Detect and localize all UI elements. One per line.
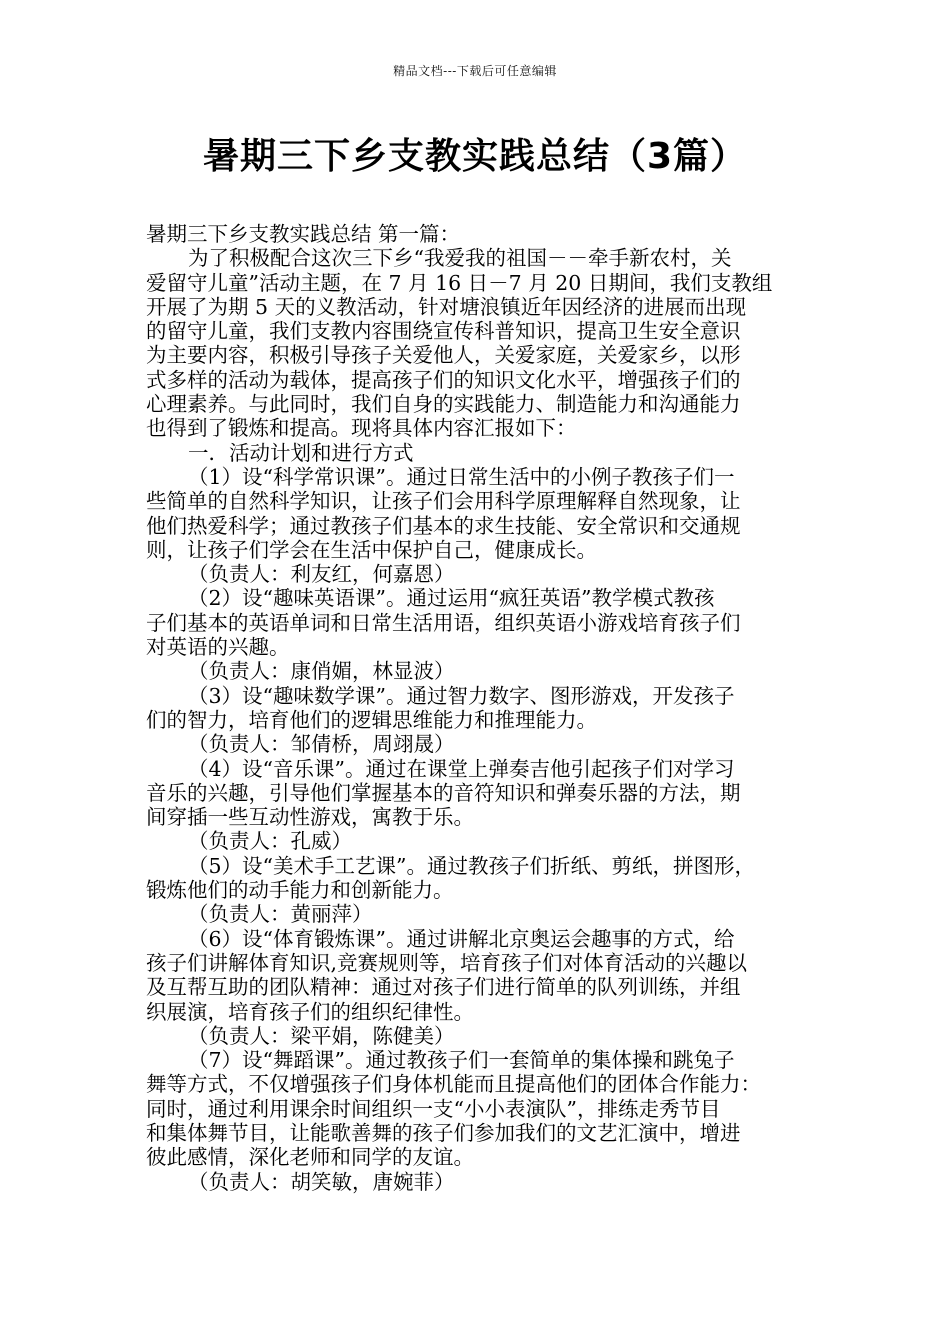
text-line: （5）设“美术手工艺课”。通过教孩子们折纸、剪纸，拼图形， xyxy=(188,853,756,878)
text-line: （负责人：孔威） xyxy=(188,829,352,854)
text-line: 彼此感情，深化老师和同学的友谊。 xyxy=(146,1145,474,1170)
document-body xyxy=(146,222,810,1194)
text-line: 他们热爱科学；通过教孩子们基本的求生技能、安全常识和交通规 xyxy=(146,513,741,538)
text-line: 舞等方式，不仅增强孩子们身体机能而且提高他们的团体合作能力： xyxy=(146,1072,761,1097)
text-line: （7）设“舞蹈课”。通过教孩子们一套简单的集体操和跳兔子 xyxy=(188,1048,735,1073)
text-line: （4）设“音乐课”。通过在课堂上弹奏吉他引起孩子们对学习 xyxy=(188,756,735,781)
text-line: （负责人：梁平娟，陈健美） xyxy=(188,1023,455,1048)
text-line: 一．活动计划和进行方式 xyxy=(188,440,414,465)
text-line: 暑期三下乡支教实践总结 第一篇： xyxy=(146,222,461,246)
text-line: 则，让孩子们学会在生活中保护自己，健康成长。 xyxy=(146,537,597,562)
text-line: 织展演，培育孩子们的组织纪律性。 xyxy=(146,999,474,1024)
text-line: 锻炼他们的动手能力和创新能力。 xyxy=(146,878,454,903)
text-line: 为了积极配合这次三下乡“我爱我的祖国－－牵手新农村，关 xyxy=(188,246,732,271)
page-header: 精品文档---下载后可任意编辑 xyxy=(393,64,557,78)
text-line: （负责人：利友红，何嘉恩） xyxy=(188,562,455,587)
text-line: （2）设“趣味英语课”。通过运用“疯狂英语”教学模式教孩 xyxy=(188,586,715,611)
document-title: 暑期三下乡支教实践总结（3篇） xyxy=(202,136,748,177)
text-line: 的留守儿童，我们支教内容围绕宣传科普知识，提高卫生安全意识 xyxy=(146,319,741,344)
text-line: 也得到了锻炼和提高。现将具体内容汇报如下： xyxy=(146,416,577,441)
text-line: 及互帮互助的团队精神：通过对孩子们进行简单的队列训练，并组 xyxy=(146,975,741,1000)
text-line: 音乐的兴趣，引导他们掌握基本的音符知识和弹奏乐器的方法，期 xyxy=(146,780,741,805)
text-line: 为主要内容，积极引导孩子关爱他人，关爱家庭，关爱家乡，以形 xyxy=(146,343,741,368)
text-line: 和集体舞节目，让能歌善舞的孩子们参加我们的文艺汇演中，增进 xyxy=(146,1120,741,1145)
text-line: （负责人：黄丽萍） xyxy=(188,902,373,927)
text-line: 子们基本的英语单词和日常生活用语，组织英语小游戏培育孩子们 xyxy=(146,610,741,635)
text-line: 心理素养。与此同时，我们自身的实践能力、制造能力和沟通能力 xyxy=(146,392,741,417)
text-line: 爱留守儿童”活动主题，在 7 月 16 日－7 月 20 日期间，我们支教组 xyxy=(146,270,773,295)
text-line: 些简单的自然科学知识，让孩子们会用科学原理解释自然现象，让 xyxy=(146,489,741,514)
text-line: 们的智力，培育他们的逻辑思维能力和推理能力。 xyxy=(146,707,597,732)
text-line: 间穿插一些互动性游戏，寓教于乐。 xyxy=(146,805,474,830)
text-line: 对英语的兴趣。 xyxy=(146,635,290,660)
text-line: 式多样的活动为载体，提高孩子们的知识文化水平，增强孩子们的 xyxy=(146,367,741,392)
text-line: 孩子们讲解体育知识,竞赛规则等，培育孩子们对体育活动的兴趣以 xyxy=(146,950,748,975)
text-line: 同时，通过利用课余时间组织一支“小小表演队”，排练走秀节目 xyxy=(146,1096,721,1121)
text-line: 开展了为期 5 天的义教活动，针对塘浪镇近年因经济的进展而出现 xyxy=(146,294,747,319)
text-line: （负责人：胡笑敏，唐婉菲） xyxy=(188,1169,455,1194)
text-line: （1）设“科学常识课”。通过日常生活中的小例子教孩子们一 xyxy=(188,464,735,489)
text-line: （3）设“趣味数学课”。通过智力数字、图形游戏，开发孩子 xyxy=(188,683,735,708)
text-line: （负责人：邹倩桥，周翊晟） xyxy=(188,732,455,757)
text-line: （负责人：康俏媚，林显波） xyxy=(188,659,455,684)
text-line: （6）设“体育锻炼课”。通过讲解北京奥运会趣事的方式，给 xyxy=(188,926,735,951)
